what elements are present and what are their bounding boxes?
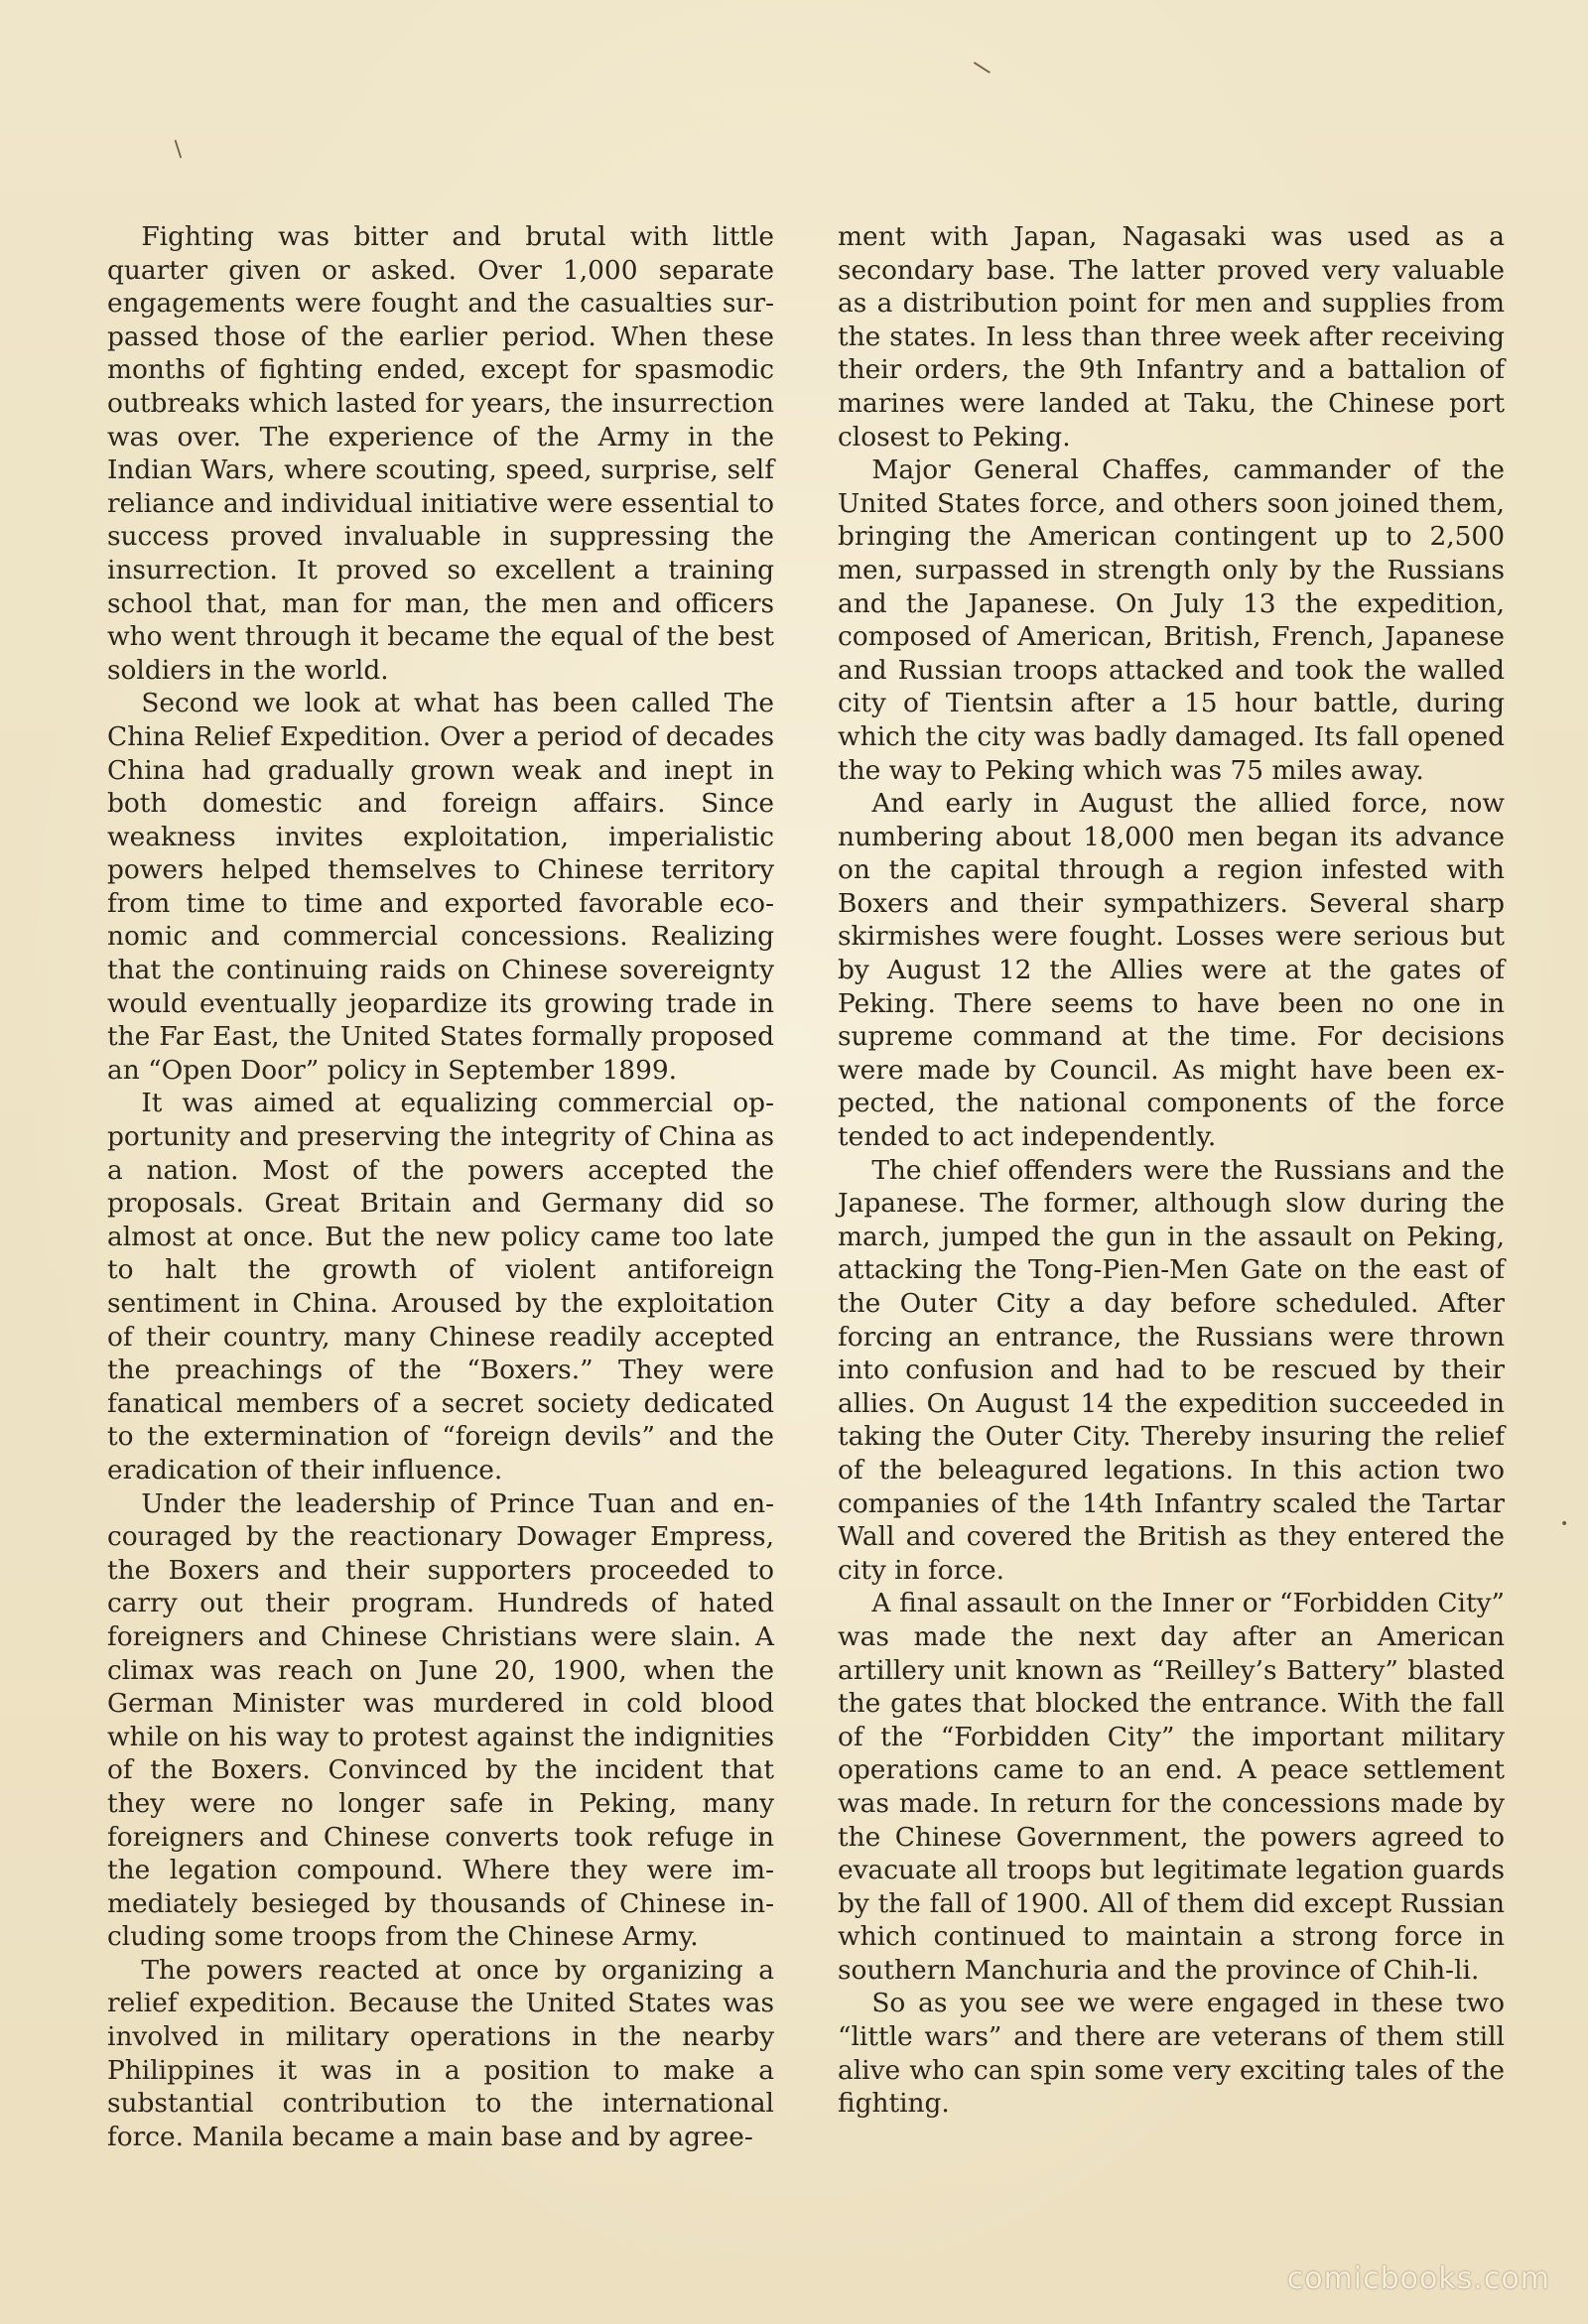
paragraph: The chief offenders were the Russians and the Japanese. The former, although slow during the march, jumped the gun in the assault on Peking, attacking the Tong-Pien-Men Gate on the east of the Outer City a day before scheduled. After forcing an entrance, the Russians were thrown into confusion and had to be rescued by their allies. On August 14 the expedition succeeded in taking the Outer City. Thereby insuring the relief of the beleagured legations. In this action two companies of the 14th Infantry scaled the Tartar Wall and covered the British as they entered the city in force. [838,1154,1505,1586]
pencil-mark: \ [971,56,993,80]
paragraph: Under the leadership of Prince Tuan and encouraged by the reactionary Dowager Empress, the Boxers and their supporters proceeded to carry out their program. Hundreds of hated foreigners and Chinese Christians were slain. A climax was reach on June 20, 1900, when the German Minister was murdered in cold blood while on his way to protest against the indignities of the Boxers. Convinced by the incident that they were no longer safe in Peking, many foreigners and Chinese converts took refuge in the legation compound. Where they were immediately besieged by thousands of Chinese including some troops from the Chinese Army. [107,1487,774,1953]
paragraph: Second we look at what has been called The China Relief Expedition. Over a period of decades China had gradually grown weak and inept in both domestic and foreign affairs. Since weakness invites exploitation, imperialistic powers helped themselves to Chinese territory from time to time and exported favorable economic and commercial concessions. Realizing that the continuing raids on Chinese sovereignty would eventually jeopardize its growing trade in the Far East, the United States formally proposed an “Open Door” policy in September 1899. [107,688,774,1086]
paragraph-continuation: ment with Japan, Nagasaki was used as a secondary base. The latter proved very valuable as a distribution point for men and supplies from the states. In less than three week after receiving their orders, the 9th Infantry and a battalion of marines were landed at Taku, the Chinese port closest to Peking. [838,221,1505,452]
ink-speck: • [1560,1516,1569,1532]
paragraph: The powers reacted at once by organizing a relief expedition. Because the United States was involved in military operations in the nearby Philippines it was in a position to make a substantial contribution to the international force. Manila became a main base and by agree- [107,1954,774,2152]
left-column [107,220,774,2153]
paragraph: Major General Chaffes, cammander of the United States force, and others soon joined them, bringing the American contingent up to 2,500 men, surpassed in strength only by the Russians and the Japanese. On July 13 the expedition, composed of American, British, French, Japanese and Russian troops attacked and took the walled city of Tientsin after a 15 hour battle, during which the city was badly damaged. Its fall opened the way to Peking which was 75 miles away. [838,454,1505,786]
paragraph: Fighting was bitter and brutal with little quarter given or asked. Over 1,000 separate engagements were fought and the casualties surpassed those of the earlier period. When these months of fighting ended, except for spasmodic outbreaks which lasted for years, the insurrection was over. The experience of the Army in the Indian Wars, where scouting, speed, surprise, self reliance and individual initiative were essential to success proved invaluable in suppressing the insurrection. It proved so excellent a training school that, man for man, the men and officers who went through it became the equal of the best soldiers in the world. [107,221,774,686]
paragraph: A final assault on the Inner or “Forbidden City” was made the next day after an American artillery unit known as “Reilley’s Battery” blasted the gates that blocked the entrance. With the fall of the “Forbidden City” the important military operations came to an end. A peace settlement was made. In return for the concessions made by the Chinese Government, the powers agreed to evacuate all troops but legitimate legation guards by the fall of 1900. All of them did except Russian which continued to maintain a strong force in southern Manchuria and the province of Chih-li. [838,1588,1505,1986]
paragraph: And early in August the allied force, now numbering about 18,000 men began its advance on the capital through a region infested with Boxers and their sympathizers. Several sharp skirmishes were fought. Losses were serious but by August 12 the Allies were at the gates of Peking. There seems to have been no one in supreme command at the time. For decisions were made by Council. As might have been expected, the national components of the force tended to act independently. [838,788,1505,1153]
right-column [838,220,1505,2121]
watermark: comicbooks.com [1286,2261,1550,2296]
pencil-mark: / [168,137,189,162]
paragraph: So as you see we were engaged in these two “little wars” and there are veterans of them still alive who can spin some very exciting tales of the fighting. [838,1988,1505,2120]
paragraph: It was aimed at equalizing commercial opportunity and preserving the integrity of China as a nation. Most of the powers accepted the proposals. Great Britain and Germany did so almost at once. But the new policy came too late to halt the growth of violent antiforeign sentiment in China. Aroused by the exploitation of their country, many Chinese readily accepted the preachings of the “Boxers.” They were fanatical members of a secret society dedicated to the extermination of “foreign devils” and the eradication of their influence. [107,1088,774,1485]
